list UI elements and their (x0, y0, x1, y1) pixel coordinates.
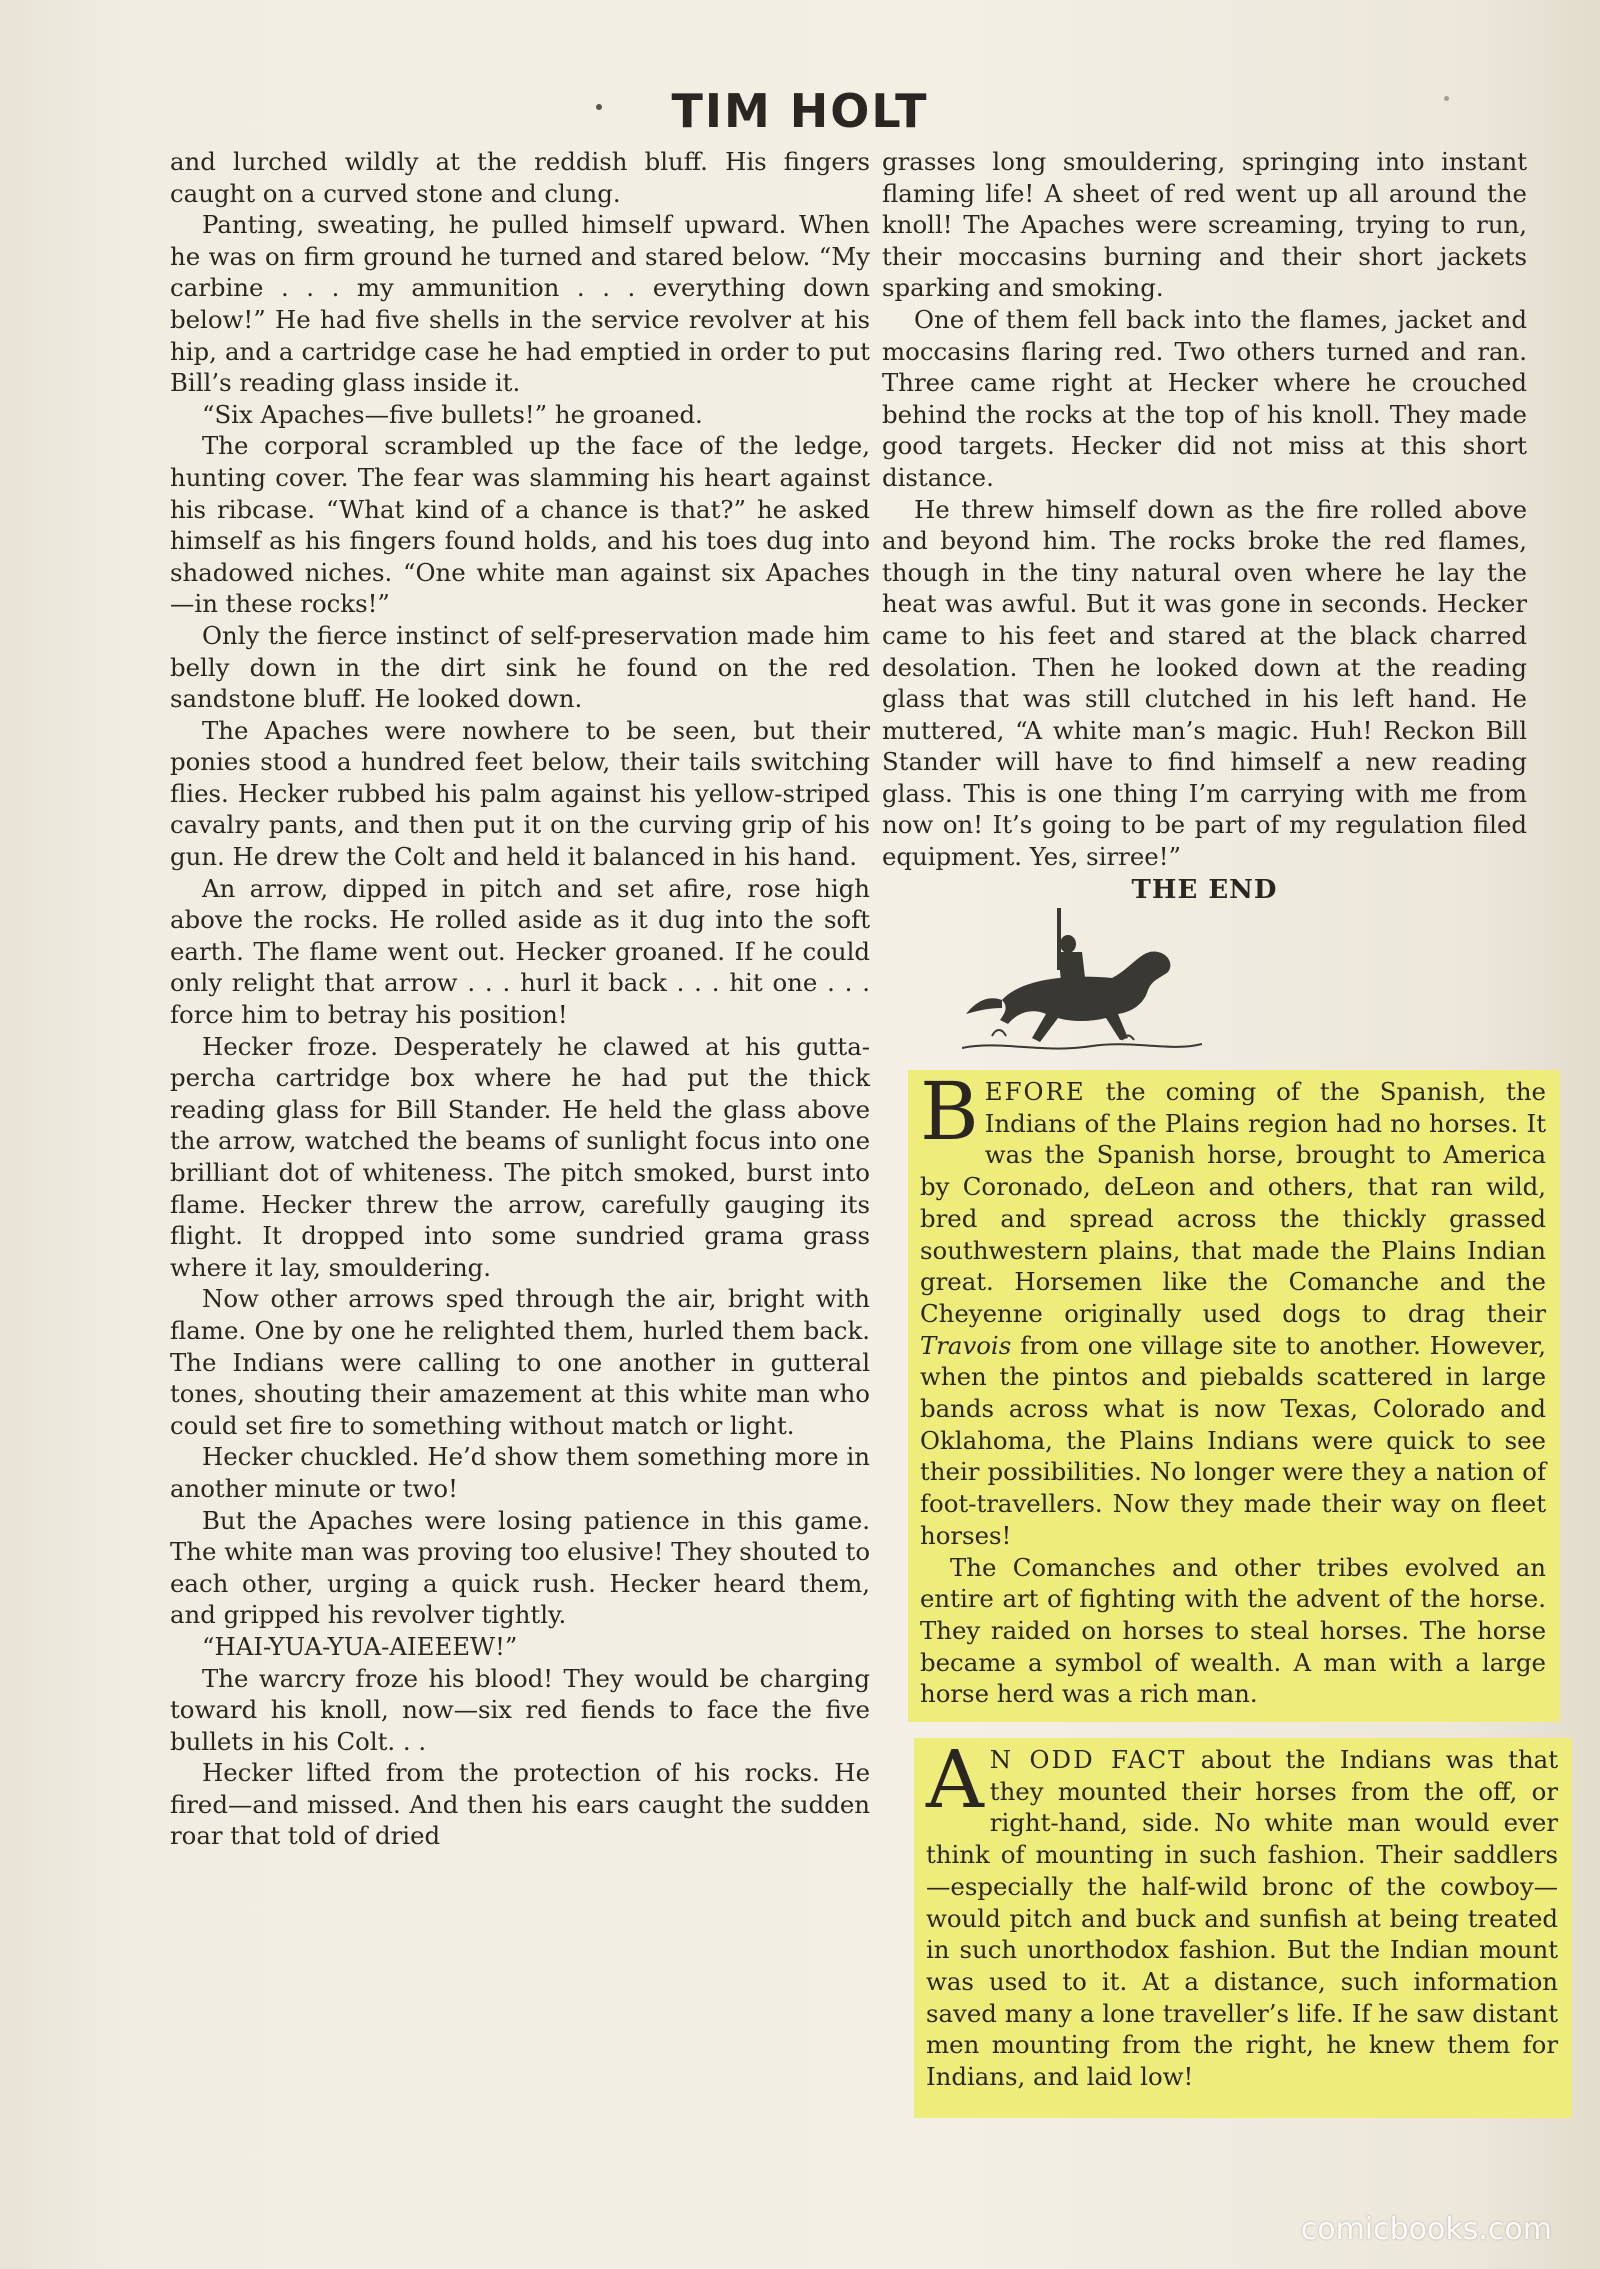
story-paragraph: Now other arrows sped through the air, bright with flame. One by one he relighted them, hurled them back. The Indians were calling to one another in gutteral tones, shouting their amazement at this white man who could set fire to something without match or light. (170, 1284, 870, 1440)
story-paragraph: An arrow, dipped in pitch and set afire, rose high above the rocks. He rolled aside as it dug into the soft earth. The flame went out. Hecker groaned. If he could only relight that arrow . . . hurl it back . . . hit one . . . force him to betray his position! (170, 873, 870, 1030)
story-paragraph: “HAI-YUA-YUA-AIEEEW!” (202, 1631, 518, 1661)
lead-word: N ODD FACT (989, 1745, 1187, 1774)
fact-italic-word: Travois (920, 1330, 1012, 1360)
story-paragraph: But the Apaches were losing patience in this game. The white man was proving too elusive! They shouted to each other, urging a quick rush. Hecker heard them, and gripped his revolver tightly. (170, 1505, 870, 1630)
story-paragraph: “Six Apaches—five bullets!” he groaned. (202, 399, 703, 429)
fact-paragraph (926, 1733, 1558, 2093)
drop-cap: A (926, 1733, 984, 1826)
story-paragraph: The warcry froze his blood! They would be charging toward his knoll, now—six red fiends to face the five bullets in his Colt. . . (170, 1663, 870, 1756)
story-column-right (882, 146, 1527, 1058)
fact-box-spanish-horses (908, 1065, 1560, 1722)
horse-rider-icon (962, 908, 1202, 1058)
story-paragraph: Only the fierce instinct of self-preservation made him belly down in the dirt sink he found on the red sandstone bluff. He looked down. (170, 620, 870, 714)
story-column-left (170, 146, 870, 1852)
story-paragraph: and lurched wildly at the reddish bluff. His fingers caught on a curved stone and clung. (170, 147, 870, 208)
story-paragraph: grasses long smouldering, springing into instant flaming life! A sheet of red went up all around the knoll! The Apaches were screaming, trying to run, their moccasins burning and their short jackets sparking and smoking. (882, 147, 1527, 303)
story-paragraph: The Apaches were nowhere to be seen, but their ponies stood a hundred feet below, their tails switching flies. Hecker rubbed his palm against his yellow-striped cavalry pants, and then put it on the curving grip of his gun. He drew the Colt and held it balanced in his hand. (170, 715, 870, 872)
fact-text: the coming of the Spanish, the Indians of the Plains region had no horses. It was the Spanish horse, brought to America by Coronado, deLeon and others, that ran wild, bred and spread across the thickly grassed southwestern plains, that made the Plains Indian great. Horsemen like the Comanche and the Cheyenne originally used dogs to drag their (920, 1077, 1546, 1328)
fact-paragraph (920, 1065, 1546, 1552)
watermark: comicbooks.com (1300, 2212, 1552, 2247)
fact-box-odd-fact (914, 1733, 1572, 2118)
story-paragraph: One of them fell back into the flames, jacket and moccasins flaring red. Two others turned and ran. Three came right at Hecker where he crouched behind the rocks at the top of his knoll. They made good targets. Hecker did not miss at this short distance. (882, 304, 1527, 492)
story-paragraph: Hecker lifted from the protection of his rocks. He fired—and missed. And then his ears caught the sudden roar that told of dried (170, 1758, 870, 1851)
page-title: TIM HOLT (671, 84, 929, 138)
the-end-label: THE END (1131, 874, 1278, 905)
lead-word: EFORE (984, 1077, 1086, 1106)
fact-text: from one village site to another. However, when the pintos and piebalds scattered in large bands across what is now Texas, Colorado and Oklahoma, the Plains Indians were quick to see their possibilities. No longer were they a nation of foot-travellers. Now they made their way on fleet horses! (920, 1330, 1546, 1550)
story-paragraph: The corporal scrambled up the face of the ledge, hunting cover. The fear was slamming his heart against his ribcase. “What kind of a chance is that?” he asked himself as his fingers found holds, and his toes dug into shadowed niches. “One white man against six Apaches—in these rocks!” (170, 431, 870, 619)
fact-paragraph: The Comanches and other tribes evolved an entire art of fighting with the advent of the horse. They raided on horses to steal horses. The horse became a symbol of wealth. A man with a large horse herd was a rich man. (920, 1552, 1546, 1709)
story-paragraph: Hecker chuckled. He’d show them something more in another minute or two! (170, 1442, 870, 1503)
story-paragraph: Panting, sweating, he pulled himself upward. When he was on firm ground he turned and stared below. “My carbine . . . my ammunition . . . everything down below!” He had five shells in the service revolver at his hip, and a cartridge case he had emptied in order to put Bill’s reading glass inside it. (170, 210, 870, 398)
drop-cap: B (920, 1065, 979, 1158)
story-paragraph: Hecker froze. Desperately he clawed at his gutta-percha cartridge box where he had put the thick reading glass for Bill Stander. He held the glass above the arrow, watched the beams of sunlight focus into one brilliant dot of whiteness. The pitch smoked, burst into flame. Hecker threw the arrow, carefully gauging its flight. It dropped into some sundried grama grass where it lay, smouldering. (170, 1031, 870, 1282)
fact-text: about the Indians was that they mounted their horses from the off, or right-hand, side. No white man would ever think of mounting in such fashion. Their saddlers—especially the half-wild bronc of the cowboy—would pitch and buck and sunfish at being treated in such unorthodox fashion. But the Indian mount was used to it. At a distance, such information saved many a lone traveller’s life. If he saw distant men mounting from the right, he knew them for Indians, and laid low! (926, 1745, 1558, 2092)
story-paragraph: He threw himself down as the fire rolled above and beyond him. The rocks broke the red flames, though in the tiny natural oven where he lay the heat was awful. But it was gone in seconds. Hecker came to his feet and stared at the black charred desolation. Then he looked down at the reading glass that was still clutched in his left hand. He muttered, “A white man’s magic. Huh! Reckon Bill Stander will have to find himself a new reading glass. This is one thing I’m carrying with me from now on! It’s going to be part of my regulation filed equipment. Yes, sirree!” (882, 494, 1527, 872)
